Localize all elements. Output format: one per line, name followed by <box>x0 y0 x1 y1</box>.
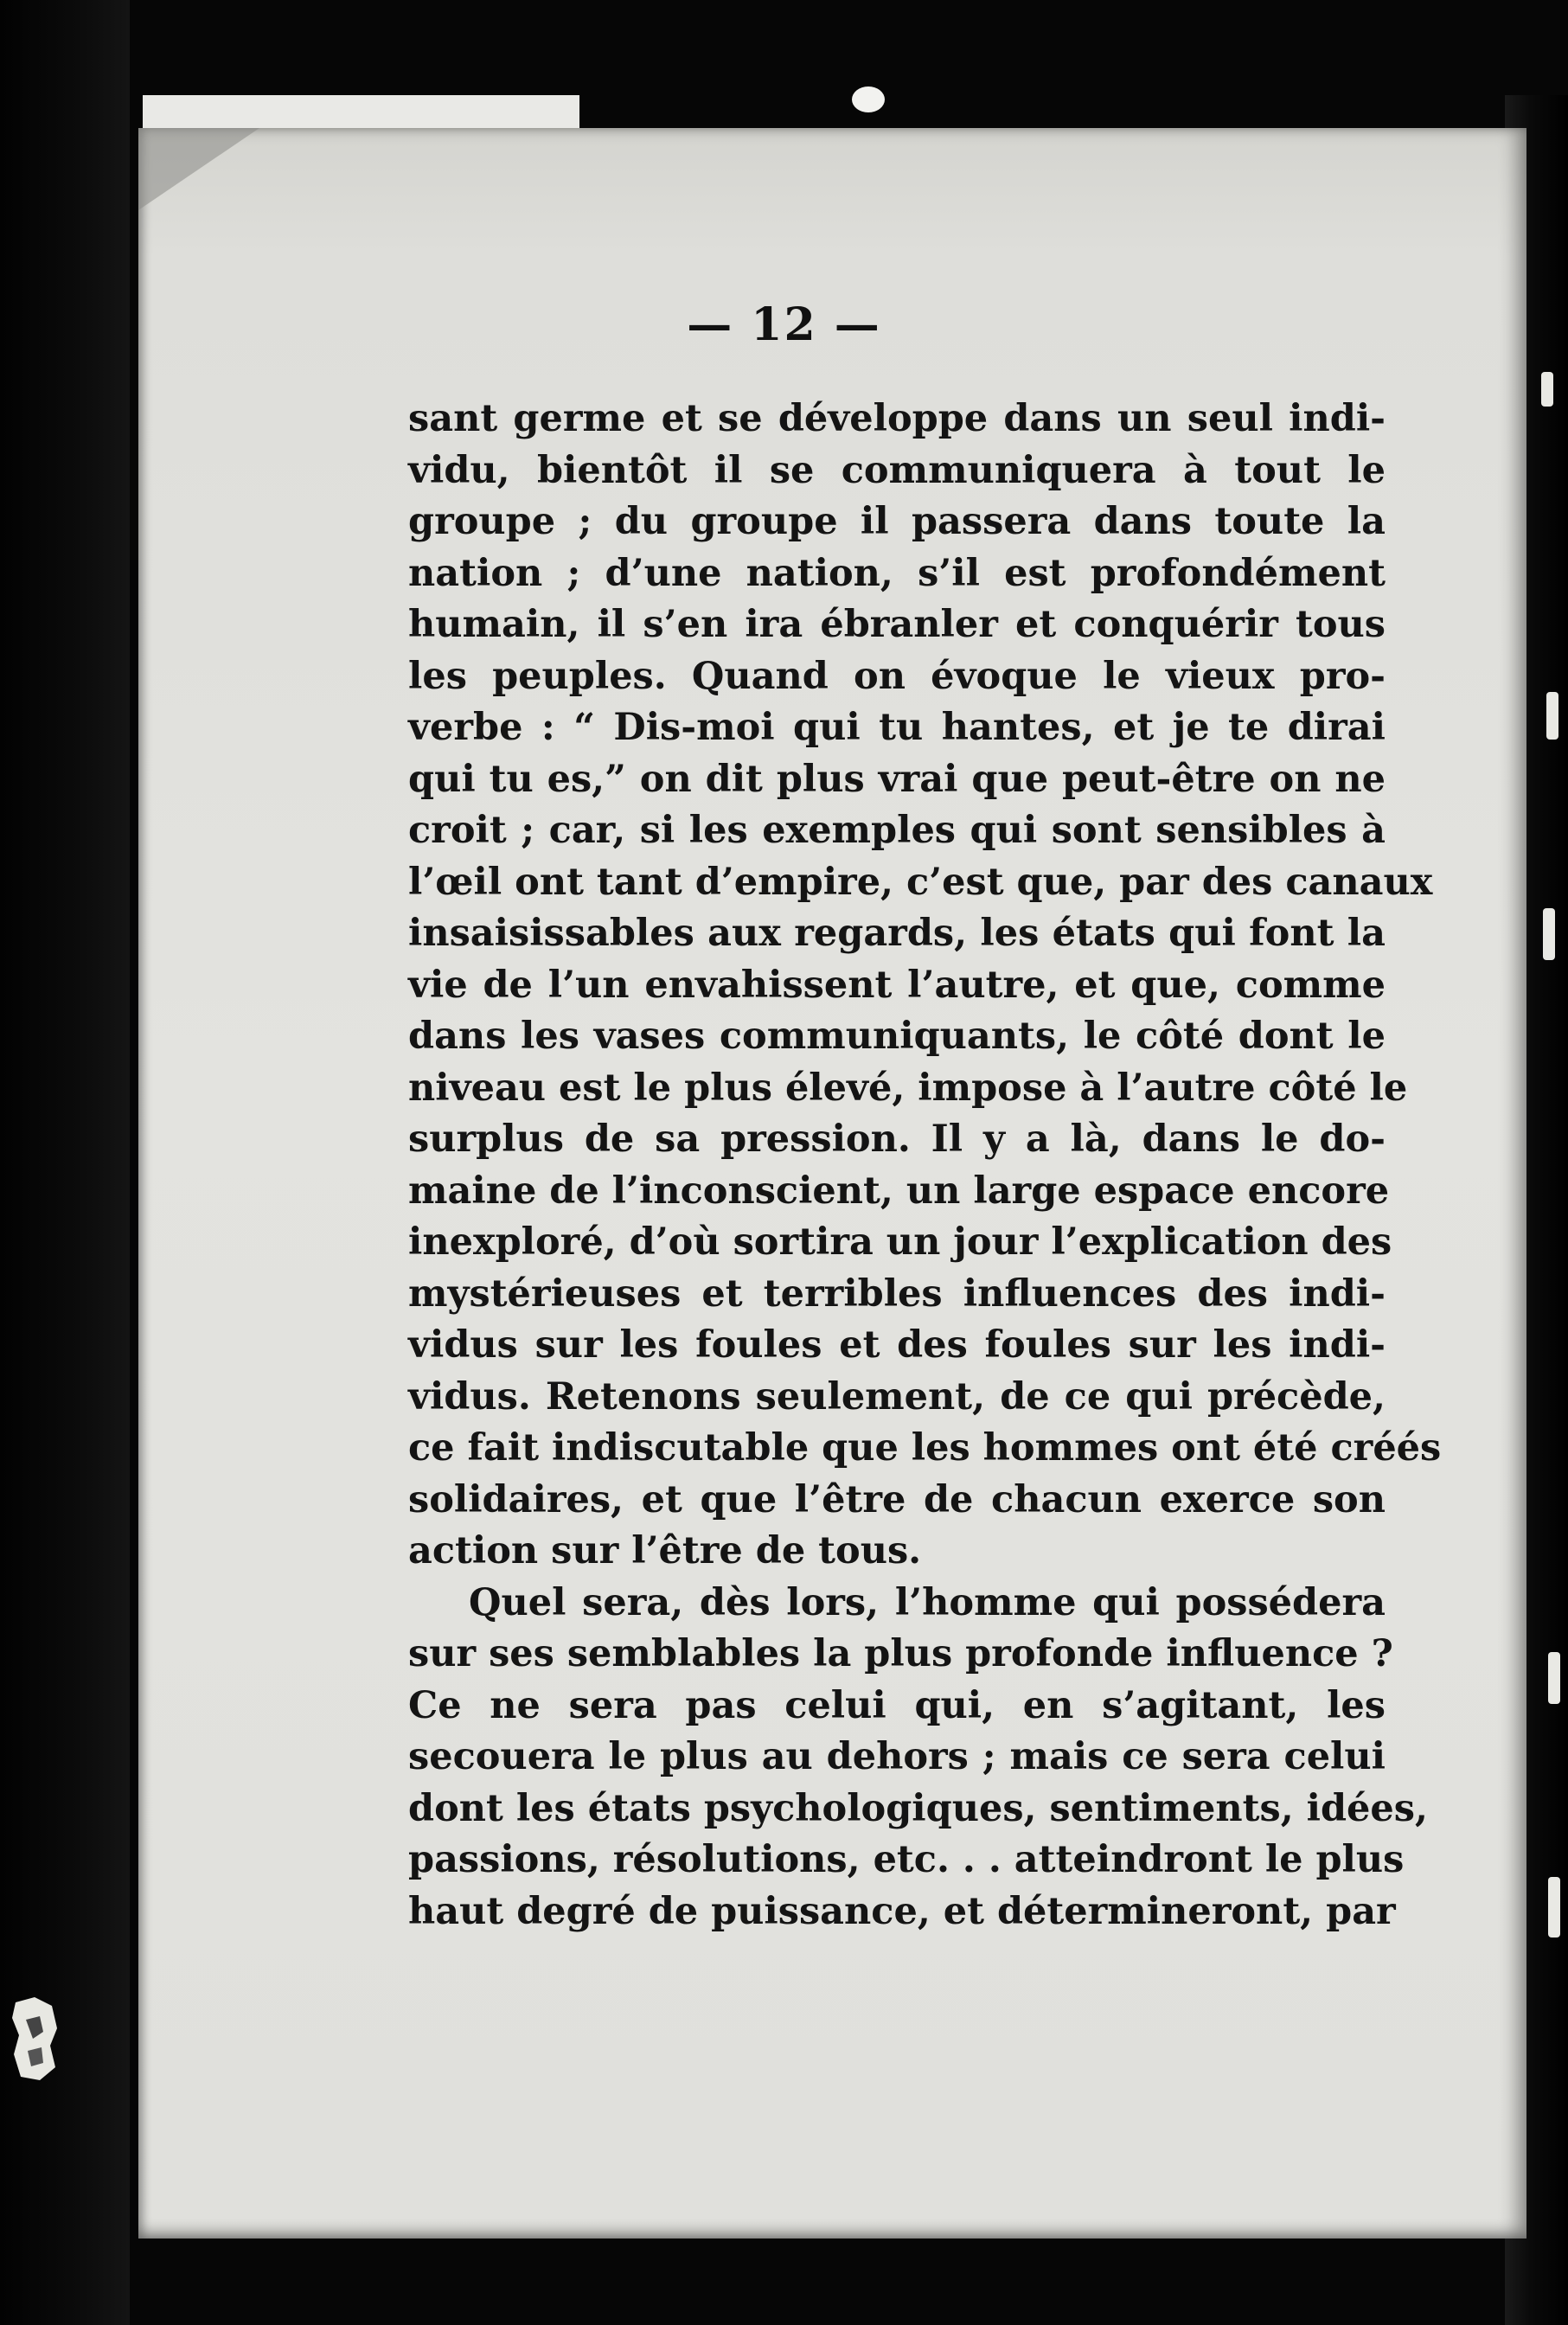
text-line: surplus de sa pression. Il y a là, dans le do- <box>408 1118 1386 1161</box>
text-line: mystérieuses et terribles influences des indi- <box>408 1271 1386 1316</box>
text-line: vidu, bientôt il se communiquera à tout le <box>408 448 1386 492</box>
text-line: maine de l’inconscient, un large espace encore <box>408 1169 1390 1213</box>
page-number: — 12 — <box>687 298 881 351</box>
text-line: niveau est le plus élevé, impose à l’autre côté le <box>408 1066 1408 1110</box>
body-text <box>408 394 1442 1938</box>
text-line: inexploré, d’où sortira un jour l’explication des <box>408 1220 1392 1264</box>
text-line: passions, résolutions, etc. . . atteindront le plus <box>408 1838 1405 1881</box>
page-fold <box>138 128 259 210</box>
text-line: haut degré de puissance, et détermineront, par <box>408 1889 1396 1933</box>
text-line: les peuples. Quand on évoque le vieux pro- <box>408 654 1386 698</box>
scan-artifact <box>9 1994 62 2085</box>
edge-mark <box>1548 1877 1560 1938</box>
text-line: action sur l’être de tous. <box>408 1529 922 1572</box>
text-line: vidus sur les foules et des foules sur les indi- <box>408 1323 1386 1367</box>
text-line: sur ses semblables la plus profonde influence ? <box>408 1632 1393 1675</box>
text-line: Quel sera, dès lors, l’homme qui possédera <box>469 1580 1386 1624</box>
edge-mark <box>1546 692 1558 740</box>
text-line: dont les états psychologiques, sentiments, idées, <box>408 1786 1428 1830</box>
text-line: qui tu es,” on dit plus vrai que peut-être on ne <box>408 757 1386 801</box>
text-line: Ce ne sera pas celui qui, en s’agitant, les <box>408 1683 1386 1727</box>
text-line: sant germe et se développe dans un seul indi- <box>408 397 1386 440</box>
edge-mark <box>1548 1652 1560 1704</box>
text-line: secouera le plus au dehors ; mais ce sera celui <box>408 1735 1386 1778</box>
edge-mark <box>1543 908 1555 960</box>
punch-hole <box>852 86 885 112</box>
text-line: vidus. Retenons seulement, de ce qui précède, <box>408 1374 1386 1419</box>
text-line: verbe : “ Dis-moi qui tu hantes, et je te dirai <box>408 706 1386 749</box>
text-line: vie de l’un envahissent l’autre, et que, comme <box>408 963 1386 1007</box>
text-line: insaisissables aux regards, les états qui font la <box>408 912 1386 955</box>
text-line: ce fait indiscutable que les hommes ont été créés <box>408 1426 1442 1470</box>
text-line: groupe ; du groupe il passera dans toute la <box>408 500 1386 543</box>
text-line: dans les vases communiquants, le côté dont le <box>408 1015 1386 1058</box>
text-line: croit ; car, si les exemples qui sont sensibles à <box>408 809 1386 852</box>
text-line: nation ; d’une nation, s’il est profondément <box>408 551 1386 595</box>
edge-mark <box>1541 372 1553 407</box>
text-line: l’œil ont tant d’empire, c’est que, par des canaux <box>408 860 1433 904</box>
text-line: humain, il s’en ira ébranler et conquérir tous <box>408 603 1386 646</box>
text-line: solidaires, et que l’être de chacun exerce son <box>408 1477 1386 1521</box>
